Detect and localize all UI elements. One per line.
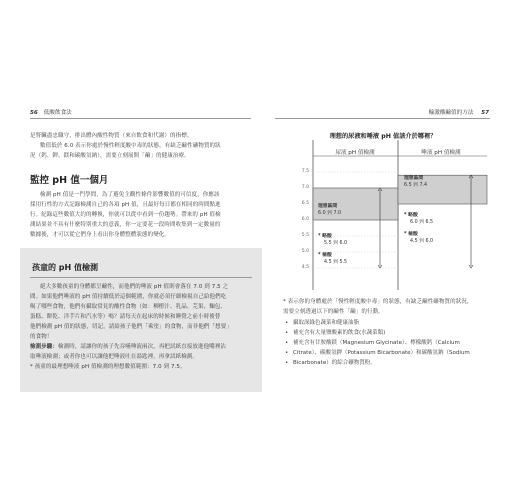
y-tick-label: 5.5 xyxy=(301,233,309,238)
urine-column-header: 尿液 pH 值檢測 xyxy=(335,150,375,156)
saliva-acid-title: * 極酸 xyxy=(404,232,418,237)
intro-line: 是腎臟盡忠職守，排出體內酸性物質（來自飲食和代謝）的指標。 xyxy=(30,133,193,139)
footnote-line: 需要立刻透過以下的鹼性「鹼」的行動。 xyxy=(283,309,384,315)
section-line: 檢測 pH 值是一門學問，為了避免主觀性條件影響數值的可信度，你應該 xyxy=(40,192,220,198)
steps-label: 檢測步驟： xyxy=(30,344,59,350)
box-line: 絕大多數孩童的身體都呈鹼性，而他們的唾液 pH 值則會落在 7.0 到 7.5 之 xyxy=(40,284,229,290)
action-bullets xyxy=(283,318,493,368)
urine-borderline-range: 5.5 到 6.0 xyxy=(324,241,348,246)
y-tick-label: 7.0 xyxy=(301,185,309,190)
saliva-ideal-title: 理想區間 xyxy=(404,176,424,181)
intro-line: 數值低於 6.0 表示你處於慢性輕度酸中毒的狀態，有缺乏鹼性礦物質的狀 xyxy=(40,143,221,149)
box-line: 他們檢測 pH 值的狀態，切記，請給孩子他們「乘塗」的食物，而非他們「想要」 xyxy=(30,324,232,330)
section-line: 測結果並不具有什麼特別重大的意義，你一定要花一段時間收集到一定數量的 xyxy=(30,222,221,228)
bullet-continuation: • Bicarbonate）的綜合礦物質粉。 xyxy=(283,358,493,368)
left-header-title: 低酸飲食法 xyxy=(43,110,72,116)
box-title: 孩童的 pH 值檢測 xyxy=(32,263,98,272)
right-header-title: 輸激酸鹼值的方法 xyxy=(428,110,474,116)
box-line: 的食物！ xyxy=(30,334,53,340)
box-line: 蛋糕、餅乾、洋芋片和汽水等）嗎？請每天在起床的時候和睡覺之前小時後替 xyxy=(30,314,221,320)
box-note: * 孩童的最理想唾液 pH 值檢測的理想數值範圍：7.0 到 7.5。 xyxy=(30,364,186,370)
box-title-rule xyxy=(30,277,252,278)
right-running-header xyxy=(429,108,489,116)
box-paragraph xyxy=(30,282,256,372)
urine-acid-title: * 極酸 xyxy=(318,253,332,258)
bullet-line: 補充含有甘胺酸鎂（Magnesium Glycinate）、檸檬酸鈣（Calcium xyxy=(293,340,460,346)
footnote-line: * 表示你的身體處於「慢性輕度酸中毒」的狀態，有缺乏鹼性礦物質的狀況， xyxy=(283,299,473,305)
saliva-column-header: 唾液 pH 值檢測 xyxy=(421,150,461,156)
box-steps-line2: 取唾液檢測；或者你也可以讓他把唾液吐在湯匙裡，再拿試紙檢測。 xyxy=(30,354,199,360)
saliva-ideal-range: 6.5 到 7.4 xyxy=(404,183,428,188)
steps-text: 檢測時，請讓你的孩子先吞嚥唾液兩次，再把試紙直接放進他嘴裡沾 xyxy=(58,344,227,350)
left-header-rule xyxy=(30,118,251,119)
left-page-number: 56 xyxy=(30,110,38,116)
bullet-item: • 攝取深綠色蔬菜和健康油脂 xyxy=(283,318,493,328)
right-header-rule xyxy=(275,118,490,119)
box-line: 喝了哪些食物，他們有攝取常見的酸性食物（如：柳橙汁、乳品、芫果、麵包、 xyxy=(30,304,227,310)
saliva-acid-range: 4.5 到 6.0 xyxy=(410,239,434,244)
intro-line: 況（鈣、鉀、鎂和碳酸氫鈉），需要立刻展開「鹼」的健康治療。 xyxy=(30,153,190,159)
box-line: 間。如果他們唾液的 pH 值持續低於這個範圍，你就必須仔細檢視自己給他們吃 xyxy=(30,294,227,300)
intro-paragraph xyxy=(30,131,255,161)
y-tick-label: 7.5 xyxy=(301,169,309,174)
section-paragraph xyxy=(30,190,255,240)
saliva-borderline-range: 6.0 到 6.5 xyxy=(410,220,434,225)
right-page-number: 57 xyxy=(481,110,489,116)
ph-range-diagram xyxy=(283,140,493,298)
y-tick-label: 6.5 xyxy=(301,201,309,206)
box-steps xyxy=(30,342,256,352)
section-heading: 監控 pH 值一個月 xyxy=(30,175,109,186)
urine-borderline-label xyxy=(318,233,347,247)
saliva-acid-label xyxy=(404,231,433,245)
urine-borderline-title: * 略酸 xyxy=(318,234,332,239)
urine-ideal-title: 理想區間 xyxy=(318,204,338,209)
y-tick-label: 6.0 xyxy=(301,217,309,222)
urine-acid-range: 4.5 到 5.5 xyxy=(324,260,348,265)
urine-ideal-range: 6.0 到 7.0 xyxy=(318,211,342,216)
saliva-borderline-label xyxy=(404,212,433,226)
left-running-header xyxy=(30,108,72,116)
bullet-item xyxy=(283,338,493,348)
urine-ideal-label xyxy=(318,203,341,217)
saliva-ideal-label xyxy=(404,175,427,189)
section-line: 行。紀錄這些數值大約的轉換，你就可以從中看到一份趨勢。帶來的 pH 值檢 xyxy=(30,212,221,218)
chart-footnote xyxy=(283,297,493,317)
y-tick-label: 4.5 xyxy=(301,265,309,270)
section-line: 採用行性的方式記錄檢測自己的各項 pH 值，且最好每日都在相同的時間點進 xyxy=(30,202,221,208)
y-tick-label: 5.0 xyxy=(301,249,309,254)
saliva-borderline-title: * 略酸 xyxy=(404,213,418,218)
bullet-continuation: • Citrate）、碳酸氫鉀（Potassium Bicarbonate）和碳酸氫鈉（Sodium xyxy=(283,348,493,358)
chart-title: 理想的尿液和唾液 pH 值該介於哪裡？ xyxy=(329,133,437,140)
section-line: 數據後，才可以從它們身上看出你身體整體狀態的變化。 xyxy=(30,232,171,238)
bullet-item: • 補充含有大量鹽酸素的飲食(水蔬菜類) xyxy=(283,328,493,338)
urine-acid-label xyxy=(318,252,347,266)
